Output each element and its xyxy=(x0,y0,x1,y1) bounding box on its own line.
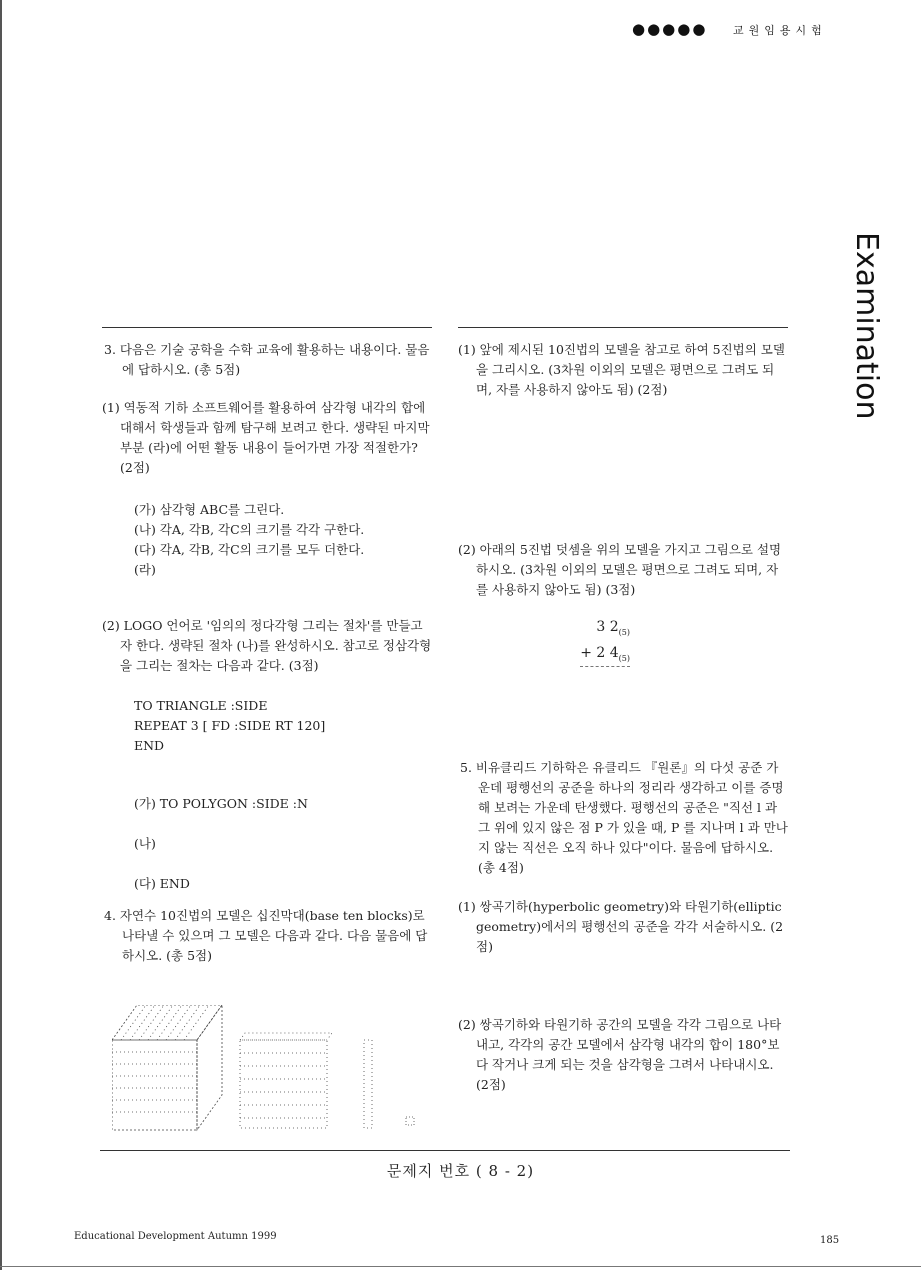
base-five-addition xyxy=(560,617,630,667)
left-column xyxy=(102,340,434,966)
step-ga: (가) 삼각형 ABC를 그린다. xyxy=(134,502,285,517)
procedure-na: (나) xyxy=(134,836,156,851)
question-4-2-block xyxy=(458,540,790,600)
bottom-page-border xyxy=(0,1266,921,1267)
step-da: (다) 각A, 각B, 각C의 크기를 모두 더한다. xyxy=(134,542,365,557)
journal-name: Educational Development Autumn 1999 xyxy=(74,1231,277,1242)
procedure-da: (다) END xyxy=(134,876,190,891)
left-top-rule xyxy=(102,327,432,328)
logo-code-line-3: END xyxy=(134,738,165,753)
page-number: 185 xyxy=(820,1235,840,1246)
question-3-1: (1) 역동적 기하 소프트웨어를 활용하여 삼각형 내각의 합에 대해서 학생들과 함께 탐구해 보려고 한다. 생략된 마지막 부분 (라)에 어떤 활동 내용이 들어가면 가장 적절한가? (2점) xyxy=(102,400,430,475)
bottom-rule xyxy=(100,1150,790,1151)
unit-cube xyxy=(406,1117,414,1125)
right-top-rule xyxy=(458,327,788,328)
ten-rod xyxy=(364,1040,372,1128)
question-5: 5. 비유클리드 기하학은 유클리드 『원론』의 다섯 공준 가운데 평행선의 공준을 하나의 정리라 생각하고 이를 증명해 보려는 가운데 탄생했다. 평행선의 공준은 "직선 l 과 그 위에 있지 않은 점 P 가 있을 때, P 를 지나며 l 과 만나지 않는 직선은 오직 하나 있다"이다. 물음에 답하시오. (총 4점) xyxy=(460,760,788,875)
left-page-border xyxy=(0,0,2,1270)
side-title: Examination xyxy=(849,232,884,420)
addend-2: + 2 $4_{(5)}$ xyxy=(580,644,630,663)
logo-code-line-2: REPEAT 3 [ FD :SIDE RT 120] xyxy=(134,718,326,733)
base-ten-blocks-illustration xyxy=(112,1005,442,1135)
question-3-intro: 3. 다음은 기술 공학을 수학 교육에 활용하는 내용이다. 물음에 답하시오. (총 5점) xyxy=(104,342,430,377)
header-dots: ●●●●● xyxy=(632,20,708,38)
question-5-2: (2) 쌍곡기하와 타원기하 공간의 모델을 각각 그림으로 나타내고, 각각의 공간 모델에서 삼각형 내각의 합이 180°보다 작거나 크게 되는 것을 삼각형을 그려서 나타내시오. (2점) xyxy=(458,1017,782,1092)
question-4-1: (1) 앞에 제시된 10진법의 모델을 참고로 하여 5진법의 모델을 그리시오. (3차원 이외의 모델은 평면으로 그려도 되며, 자를 사용하지 않아도 됨) (2점) xyxy=(458,342,785,397)
question-3-2: (2) LOGO 언어로 '임의의 정다각형 그리는 절차'를 만들고자 한다. 생략된 절차 (나)를 완성하시오. 참고로 정삼각형을 그리는 절차는 다음과 같다. (3점) xyxy=(102,618,432,673)
hundred-flat xyxy=(240,1033,332,1128)
step-ra: (라) xyxy=(134,562,156,577)
logo-code-line-1: TO TRIANGLE :SIDE xyxy=(134,698,268,713)
question-5-block xyxy=(458,758,790,878)
right-column xyxy=(458,340,790,400)
question-4-2: (2) 아래의 5진법 덧셈을 위의 모델을 가지고 그림으로 설명하시오. (3차원 이외의 모델은 평면으로 그려도 되며, 자를 사용하지 않아도 됨) (3점) xyxy=(458,542,782,597)
hundred-cube xyxy=(112,1005,222,1130)
question-5-1: (1) 쌍곡기하(hyperbolic geometry)와 타원기하(elliptic geometry)에서의 평행선의 공준을 각각 서술하시오. (2점) xyxy=(458,899,784,954)
procedure-ga: (가) TO POLYGON :SIDE :N xyxy=(134,796,308,811)
problem-sheet-number: 문제지 번호 ( 8 - 2) xyxy=(386,1162,535,1180)
question-4: 4. 자연수 10진법의 모델은 십진막대(base ten blocks)로 나타낼 수 있으며 그 모델은 다음과 같다. 다음 물음에 답하시오. (총 5점) xyxy=(104,908,428,963)
question-5-2-block xyxy=(458,1015,790,1095)
question-5-1-block xyxy=(458,897,790,957)
step-na: (나) 각A, 각B, 각C의 크기를 각각 구한다. xyxy=(134,522,365,537)
addend-1: 3 $2_{(5)}$ xyxy=(596,619,630,637)
header-label: 교원임용시험 xyxy=(733,24,827,37)
